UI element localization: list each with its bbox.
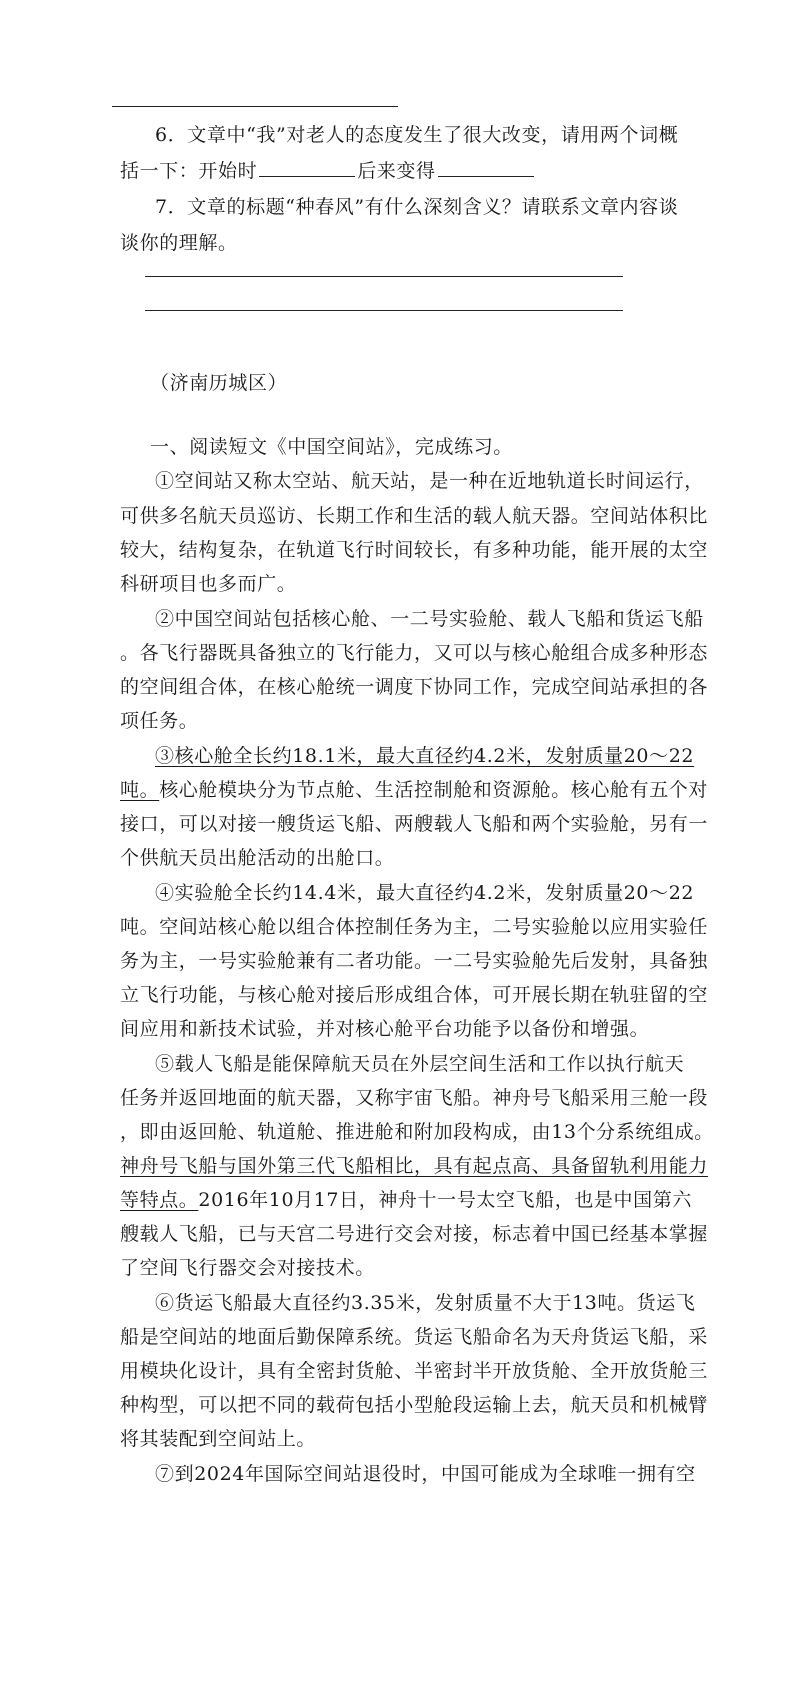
paragraph-3-underlined-end: 吨。 (120, 779, 160, 801)
paragraph-2-line: 的空间组合体，在核心舱统一调度下协同工作，完成空间站承担的各 (120, 676, 709, 698)
paragraph-4-line: 务为主，一号实验舱兼有二者功能。一二号实验舱先后发射，具备独 (120, 950, 709, 972)
paragraph-1-line: ①空间站又称太空站、航天站，是一种在近地轨道长时间运行， (155, 470, 704, 492)
question-6-line-2 (120, 156, 675, 183)
paragraph-5-line (120, 1185, 692, 1212)
section-title: 一、阅读短文《中国空间站》，完成练习。 (150, 436, 513, 458)
paragraph-5-line: ，即由返回舱、轨道舱、推进舱和附加段构成，由13个分系统组成。 (120, 1121, 714, 1143)
paragraph-1-line: 科研项目也多而广。 (120, 573, 297, 595)
question-7-line-1: 7．文章的标题“种春风”有什么深刻含义？请联系文章内容谈 (155, 196, 679, 218)
paragraph-5-line: 任务并返回地面的航天器，又称宇宙飞船。神舟号飞船采用三舱一段 (120, 1087, 709, 1109)
answer-line (145, 310, 623, 311)
region-label: （济南历城区） (150, 372, 288, 394)
paragraph-2-line: ②中国空间站包括核心舱、一二号实验舱、载人飞船和货运飞船 (155, 608, 704, 630)
paragraph-2-line: 项任务。 (120, 710, 199, 732)
paragraph-3-underlined: ③核心舱全长约18.1米，最大直径约4.2米，发射质量20～22 (155, 745, 695, 767)
paragraph-6-line: 种构型，可以把不同的载荷包括小型舱段运输上去，航天员和机械臂 (120, 1394, 709, 1416)
paragraph-3-line (120, 775, 709, 802)
paragraph-6-line: 船是空间站的地面后勤保障系统。货运飞船命名为天舟货运飞船，采 (120, 1326, 709, 1348)
answer-blank-2[interactable] (438, 158, 534, 177)
paragraph-5-rest: 2016年10月17日，神舟十一号太空飞船，也是中国第六 (198, 1189, 692, 1211)
answer-line (112, 106, 398, 107)
q6-prefix: 括一下：开始时 (120, 160, 258, 182)
paragraph-6-line: 将其装配到空间站上。 (120, 1428, 317, 1450)
paragraph-3-line: 接口，可以对接一艘货运飞船、两艘载人飞船和两个实验舱，另有一 (120, 813, 709, 835)
paragraph-2-line: 。各飞行器既具备独立的飞行能力，又可以与核心舱组合成多种形态 (120, 642, 709, 664)
paragraph-1-line: 较大，结构复杂，在轨道飞行时间较长，有多种功能，能开展的太空 (120, 539, 709, 561)
paragraph-7-line: ⑦到2024年国际空间站退役时，中国可能成为全球唯一拥有空 (155, 1463, 696, 1485)
paragraph-4-line: 吨。空间站核心舱以组合体控制任务为主，二号实验舱以应用实验任 (120, 916, 709, 938)
question-6-line-1: 6．文章中“我”对老人的态度发生了很大改变，请用两个词概 (155, 124, 679, 146)
paragraph-6-line: 用模块化设计，具有全密封货舱、半密封半开放货舱、全开放货舱三 (120, 1360, 709, 1382)
question-7-line-2: 谈你的理解。 (120, 232, 238, 254)
paragraph-5-underlined-end: 等特点。 (120, 1189, 199, 1211)
paragraph-3-rest: 核心舱模块分为节点舱、生活控制舱和资源舱。核心舱有五个对 (159, 779, 709, 801)
paragraph-3-line: 个供航天员出舱活动的出舱口。 (120, 847, 395, 869)
paragraph-4-line: 间应用和新技术试验，并对核心舱平台功能予以备份和增强。 (120, 1018, 650, 1040)
q6-mid: 后来变得 (357, 160, 436, 182)
paragraph-5-line: 了空间飞行器交会对接技术。 (120, 1257, 375, 1279)
answer-line (145, 276, 623, 277)
paragraph-5-underlined: 神舟号飞船与国外第三代飞船相比，具有起点高、具备留轨利用能力 (120, 1155, 709, 1177)
paragraph-4-line: ④实验舱全长约14.4米，最大直径约4.2米，发射质量20～22 (155, 882, 695, 904)
paragraph-1-line: 可供多名航天员巡访、长期工作和生活的载人航天器。空间站体积比 (120, 505, 709, 527)
paragraph-4-line: 立飞行功能，与核心舱对接后形成组合体，可开展长期在轨驻留的空 (120, 984, 709, 1006)
paragraph-6-line: ⑥货运飞船最大直径约3.35米，发射质量不大于13吨。货运飞 (155, 1292, 696, 1314)
answer-blank-1[interactable] (259, 158, 355, 177)
paragraph-5-line: ⑤载人飞船是能保障航天员在外层空间生活和工作以执行航天 (155, 1053, 685, 1075)
paragraph-5-line: 艘载人飞船，已与天宫二号进行交会对接，标志着中国已经基本掌握 (120, 1223, 709, 1245)
